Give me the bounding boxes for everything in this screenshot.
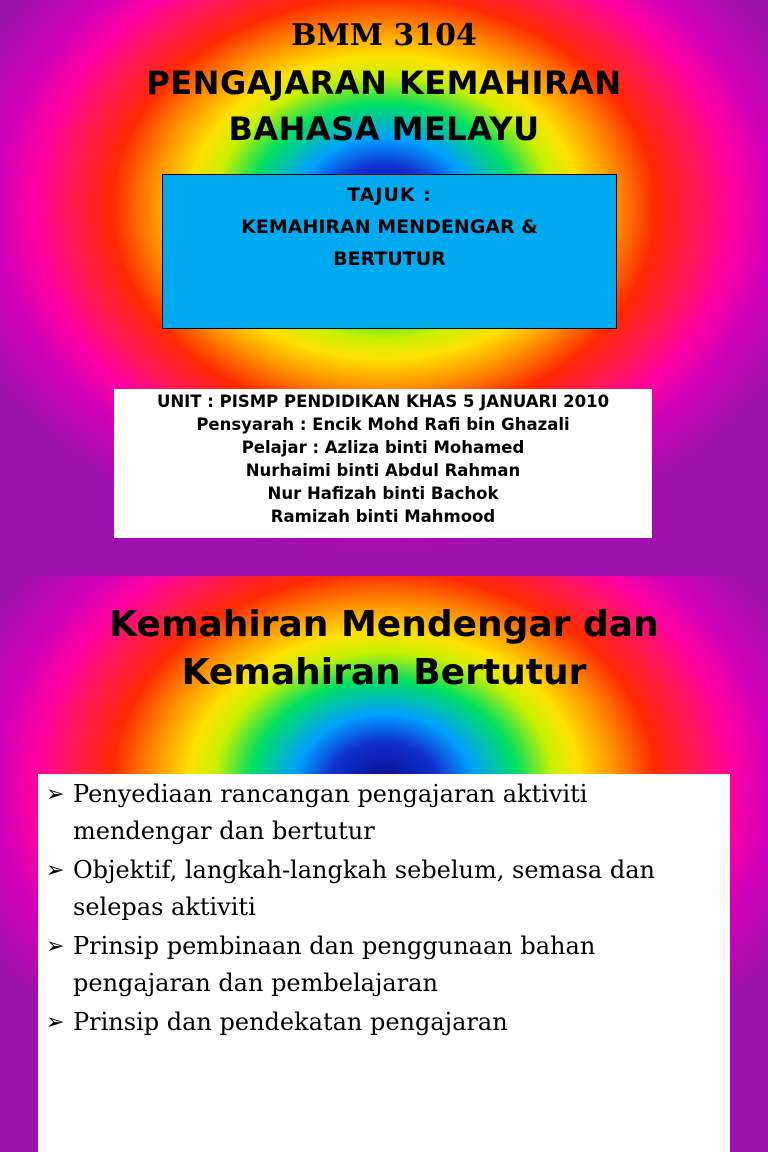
unit-line: UNIT : PISMP PENDIDIKAN KHAS 5 JANUARI 2010 (156, 392, 610, 411)
slide-2 (0, 576, 768, 1152)
list-item (46, 1004, 718, 1041)
course-code: BMM 3104 (291, 18, 477, 53)
course-title-line-1: PENGAJARAN KEMAHIRAN (146, 64, 622, 102)
list-item (46, 928, 718, 1002)
info-box (114, 389, 652, 538)
bullet-list (38, 774, 730, 1152)
topic-label: TAJUK : (347, 184, 432, 206)
list-item-text: Prinsip dan pendekatan pengajaran (73, 1008, 508, 1036)
student-line: Nur Hafizah binti Bachok (267, 484, 499, 503)
slide-heading-line-1: Kemahiran Mendengar dan (109, 604, 659, 645)
list-item-text: Penyediaan rancangan pengajaran aktiviti mendengar dan bertutur (73, 780, 588, 845)
arrow-bullet-icon: ➢ (46, 934, 65, 959)
student-line: Ramizah binti Mahmood (270, 507, 496, 526)
topic-line-1: KEMAHIRAN MENDENGAR & (241, 216, 538, 238)
course-title-line-2: BAHASA MELAYU (228, 110, 540, 148)
list-item-text: Prinsip pembinaan dan penggunaan bahan pengajaran dan pembelajaran (73, 932, 596, 997)
arrow-bullet-icon: ➢ (46, 1010, 65, 1035)
list-item (46, 852, 718, 926)
lecturer-line: Pensyarah : Encik Mohd Rafi bin Ghazali (196, 415, 570, 434)
topic-box (162, 174, 617, 329)
arrow-bullet-icon: ➢ (46, 858, 65, 883)
list-item (46, 776, 718, 850)
topic-line-2: BERTUTUR (333, 248, 446, 270)
arrow-bullet-icon: ➢ (46, 782, 65, 807)
list-item-text: Objektif, langkah-langkah sebelum, semasa dan selepas aktiviti (73, 856, 655, 921)
student-line: Pelajar : Azliza binti Mohamed (241, 438, 525, 457)
slide-heading-line-2: Kemahiran Bertutur (181, 652, 587, 693)
student-line: Nurhaimi binti Abdul Rahman (245, 461, 521, 480)
